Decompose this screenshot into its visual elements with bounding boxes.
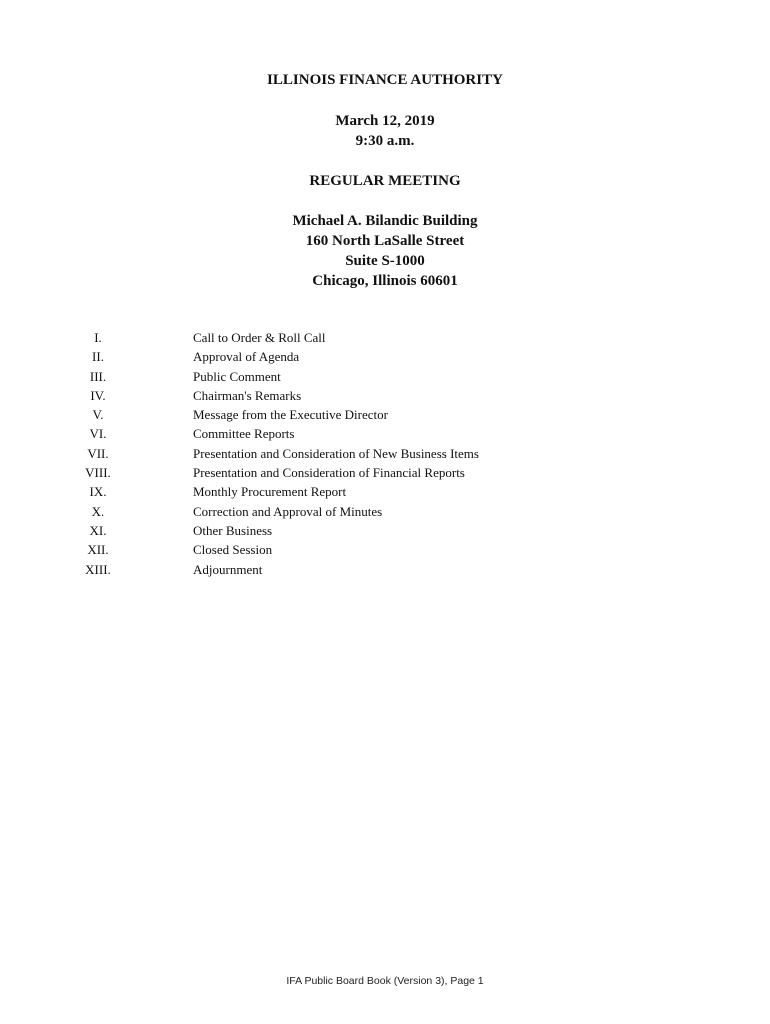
agenda-item: [70, 463, 690, 482]
agenda-item: [70, 367, 690, 386]
agenda-numeral: IX.: [89, 484, 107, 500]
agenda-label: Other Business: [193, 522, 273, 538]
agenda-item: [70, 482, 690, 501]
agenda-item: [70, 328, 690, 347]
agenda-item: [70, 444, 690, 463]
agenda-label: Correction and Approval of Minutes: [193, 503, 383, 519]
agenda-label: Public Comment: [193, 368, 281, 384]
agenda-item: [70, 502, 690, 521]
agenda-item: [70, 386, 690, 405]
agenda-numeral: XIII.: [85, 561, 111, 577]
location-city: Chicago, Illinois 60601: [312, 273, 458, 289]
page-footer: IFA Public Board Book (Version 3), Page 1: [286, 975, 484, 987]
agenda-numeral: XII.: [87, 542, 109, 558]
agenda-numeral: X.: [91, 503, 105, 519]
agenda-list: [70, 328, 690, 579]
agenda-item: [70, 521, 690, 540]
agenda-item: [70, 560, 690, 579]
agenda-label: Message from the Executive Director: [193, 407, 388, 423]
agenda-label: Committee Reports: [193, 426, 295, 442]
agenda-item: [70, 424, 690, 443]
agenda-numeral: V.: [92, 407, 104, 423]
agenda-item: [70, 540, 690, 559]
agenda-label: Adjournment: [193, 561, 263, 577]
meeting-type: REGULAR MEETING: [309, 173, 461, 189]
agenda-label: Monthly Procurement Report: [193, 484, 347, 500]
agenda-numeral: VI.: [89, 426, 107, 442]
agenda-label: Chairman's Remarks: [193, 387, 302, 403]
agenda-item: [70, 405, 690, 424]
location-street: 160 North LaSalle Street: [305, 233, 465, 249]
agenda-numeral: VII.: [87, 445, 109, 461]
location-suite: Suite S-1000: [345, 253, 425, 269]
agenda-label: Closed Session: [193, 542, 273, 558]
agenda-label: Approval of Agenda: [193, 349, 300, 365]
agenda-numeral: IV.: [90, 387, 106, 403]
meeting-date: March 12, 2019: [335, 113, 435, 129]
agenda-numeral: II.: [92, 349, 104, 365]
organization-title: ILLINOIS FINANCE AUTHORITY: [267, 72, 503, 88]
agenda-numeral: XI.: [89, 522, 107, 538]
agenda-numeral: I.: [94, 330, 102, 345]
agenda-label: Presentation and Consideration of Financial Reports: [193, 465, 465, 481]
location-building: Michael A. Bilandic Building: [292, 213, 478, 229]
agenda-item: [70, 347, 690, 366]
agenda-label: Presentation and Consideration of New Business Items: [193, 445, 479, 461]
agenda-numeral: VIII.: [85, 465, 111, 481]
agenda-numeral: III.: [89, 368, 107, 384]
agenda-label: Call to Order & Roll Call: [193, 330, 326, 345]
meeting-time: 9:30 a.m.: [355, 133, 415, 149]
